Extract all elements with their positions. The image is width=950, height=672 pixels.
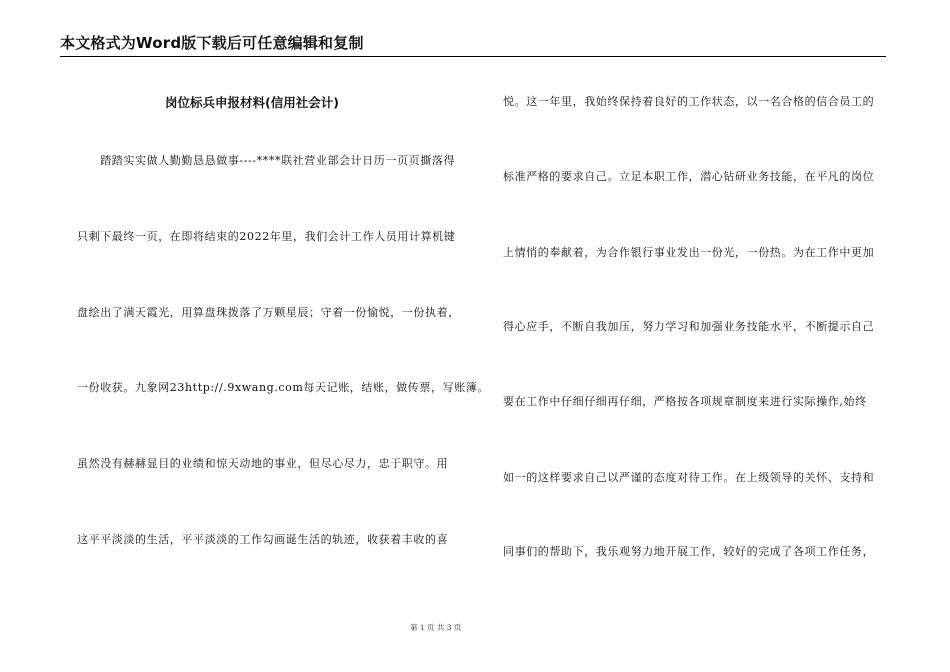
text-line: 踏踏实实做人勤勤恳恳做事----****联社营业部会计日历一页页撕落得 xyxy=(77,154,456,167)
text-line: 得心应手，不断自我加压，努力学习和加强业务技能水平，不断提示自己 xyxy=(503,320,875,333)
text-line: 悦。这一年里，我始终保持着良好的工作状态，以一名合格的信合员工的 xyxy=(503,95,875,108)
page-number: 第 1 页 共 3 页 xyxy=(410,623,462,632)
document-title: 岗位标兵申报材料(信用社会计) xyxy=(165,95,339,110)
text-line: 这平平淡淡的生活，平平淡淡的工作勾画诞生活的轨迹，收获着丰收的喜 xyxy=(77,533,449,546)
text-line: 标准严格的要求自己。立足本职工作，潜心钻研业务技能，在平凡的岗位 xyxy=(503,170,875,183)
text-line: 一份收获。九象网23http://.9xwang.com每天记账，结账，做传票，写账簿。 xyxy=(77,381,489,394)
text-line: 如一的这样要求自己以严谨的态度对待工作。在上级领导的关怀、支持和 xyxy=(503,471,875,484)
text-line: 上情悄的奉献着，为合作银行事业发出一份光，一份热。为在工作中更加 xyxy=(503,246,875,259)
text-line: 要在工作中仔细仔细再仔细，严格按各项规章制度来进行实际操作,始终 xyxy=(503,395,867,408)
text-line: 同事们的帮助下，我乐观努力地开展工作，较好的完成了各项工作任务， xyxy=(503,545,875,558)
download-banner: 本文格式为Word版下载后可任意编辑和复制 xyxy=(60,34,364,52)
text-line: 只剩下最终一页，在即将结束的2022年里，我们会计工作人员用计算机键 xyxy=(77,230,456,243)
text-line: 盘绘出了满天霞光，用算盘珠拨落了万颗星辰；守着一份愉悦，一份执着， xyxy=(77,306,460,319)
text-line: 虽然没有赫赫显目的业绩和惊天动地的事业，但尽心尽力，忠于职守。用 xyxy=(77,457,449,470)
banner-divider xyxy=(60,56,886,57)
